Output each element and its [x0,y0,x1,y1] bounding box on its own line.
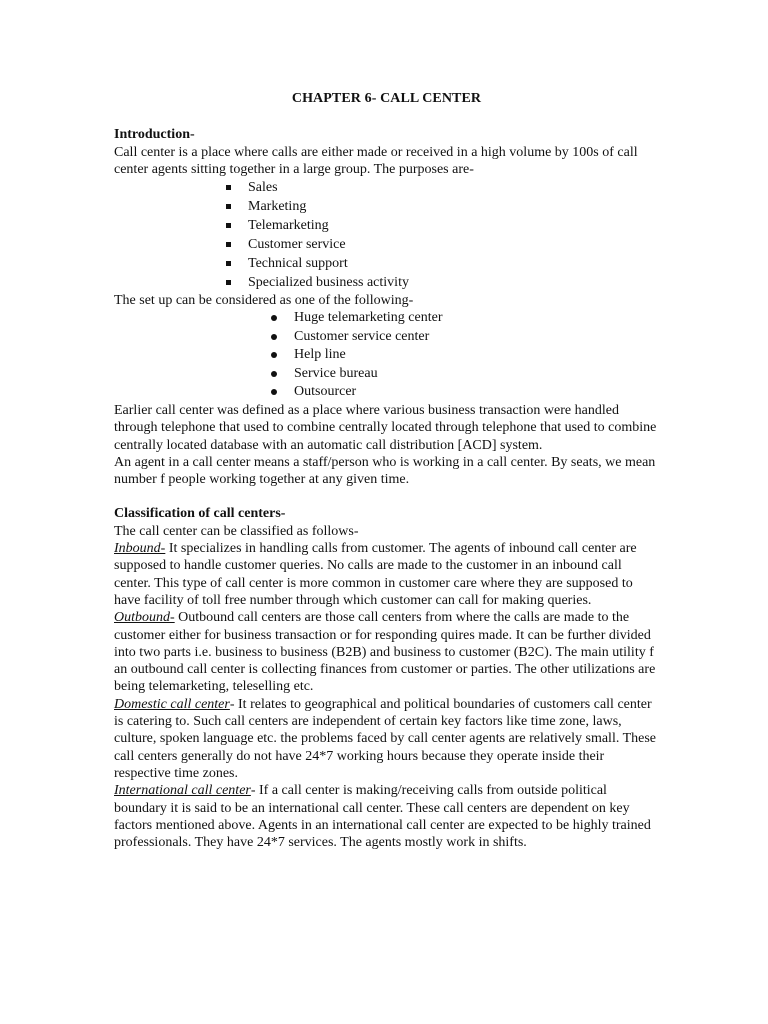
list-item: Service bureau [114,365,659,384]
list-item: Customer service [114,235,659,254]
introduction-paragraph: Call center is a place where calls are either made or received in a high volume by 100s of call center agents sitting together in a large group. The purposes are- [114,144,638,177]
setup-intro: The set up can be considered as one of the following- [114,293,414,309]
document-page [114,90,659,851]
inbound-paragraph: Inbound- It specializes in handling calls from customer. The agents of inbound call center are supposed to handle customer queries. No calls are made to the customer in an inbound call center. This type of call center is more common in customer care where they are supposed to have facility of toll free number through which customer can call for making queries. [114,541,637,608]
outbound-paragraph: Outbound- Outbound call centers are those call centers from where the calls are made to the customer either for business transaction or for responding quires made. It can be further divided into two parts i.e. business to business (B2B) and business to customer (B2C). The main utility f an outbound call center is collecting finances from customer or parties. The other utilizations are being telemarketing, teleselling etc. [114,610,656,695]
list-item: Customer service center [114,328,659,347]
square-bullet-icon [226,242,231,247]
disc-bullet-icon [271,315,277,321]
international-paragraph: International call center- If a call center is making/receiving calls from outside political boundary it is said to be an international call center. These call centers are dependent on key factors mentioned above. Agents in an international call center are expected to be highly trained professionals. They have 24*7 services. The agents mostly work in shifts. [114,783,651,851]
square-bullet-icon [226,261,231,266]
disc-bullet-icon [271,352,277,358]
inbound-term: Inbound- [114,541,166,557]
list-item: Help line [114,346,659,365]
domestic-term: Domestic call center [114,696,230,712]
square-bullet-icon [226,185,231,190]
square-bullet-icon [226,204,231,209]
domestic-paragraph: Domestic call center- It relates to geographical and political boundaries of customers call center is catering to. Such call centers are independent of certain key factors like time zone, laws, culture, spoken language etc. the problems faced by call center agents are relatively small. These call centers generally do not have 24*7 working hours because they operate inside their respective time zones. [114,696,657,781]
purposes-list [114,178,659,292]
list-item: Huge telemarketing center [114,309,659,328]
square-bullet-icon [226,223,231,228]
agent-definition-paragraph: An agent in a call center means a staff/person who is working in a call center. By seats, we mean number f people working together at any given time. [114,454,656,488]
classification-intro: The call center can be classified as follows- [114,523,359,539]
list-item: Outsourcer [114,383,659,402]
list-item: Technical support [114,254,659,273]
earlier-definition-paragraph: Earlier call center was defined as a place where various business transaction were handled through telephone that used to combine centrally located through telephone that used to combine centrally located database with an automatic call distribution [ACD] system. [114,402,657,453]
disc-bullet-icon [271,334,277,340]
square-bullet-icon [226,280,231,285]
outbound-term: Outbound- [114,610,175,626]
disc-bullet-icon [271,371,277,377]
disc-bullet-icon [271,389,277,395]
introduction-heading: Introduction- [114,127,195,143]
list-item: Telemarketing [114,216,659,235]
paragraph-spacer [114,488,659,505]
list-item: Sales [114,178,659,197]
setup-list [114,309,659,402]
international-term: International call center [114,783,251,799]
list-item: Specialized business activity [114,273,659,292]
page-title: CHAPTER 6- CALL CENTER [291,91,482,106]
classification-heading: Classification of call centers- [114,506,286,522]
list-item: Marketing [114,197,659,216]
